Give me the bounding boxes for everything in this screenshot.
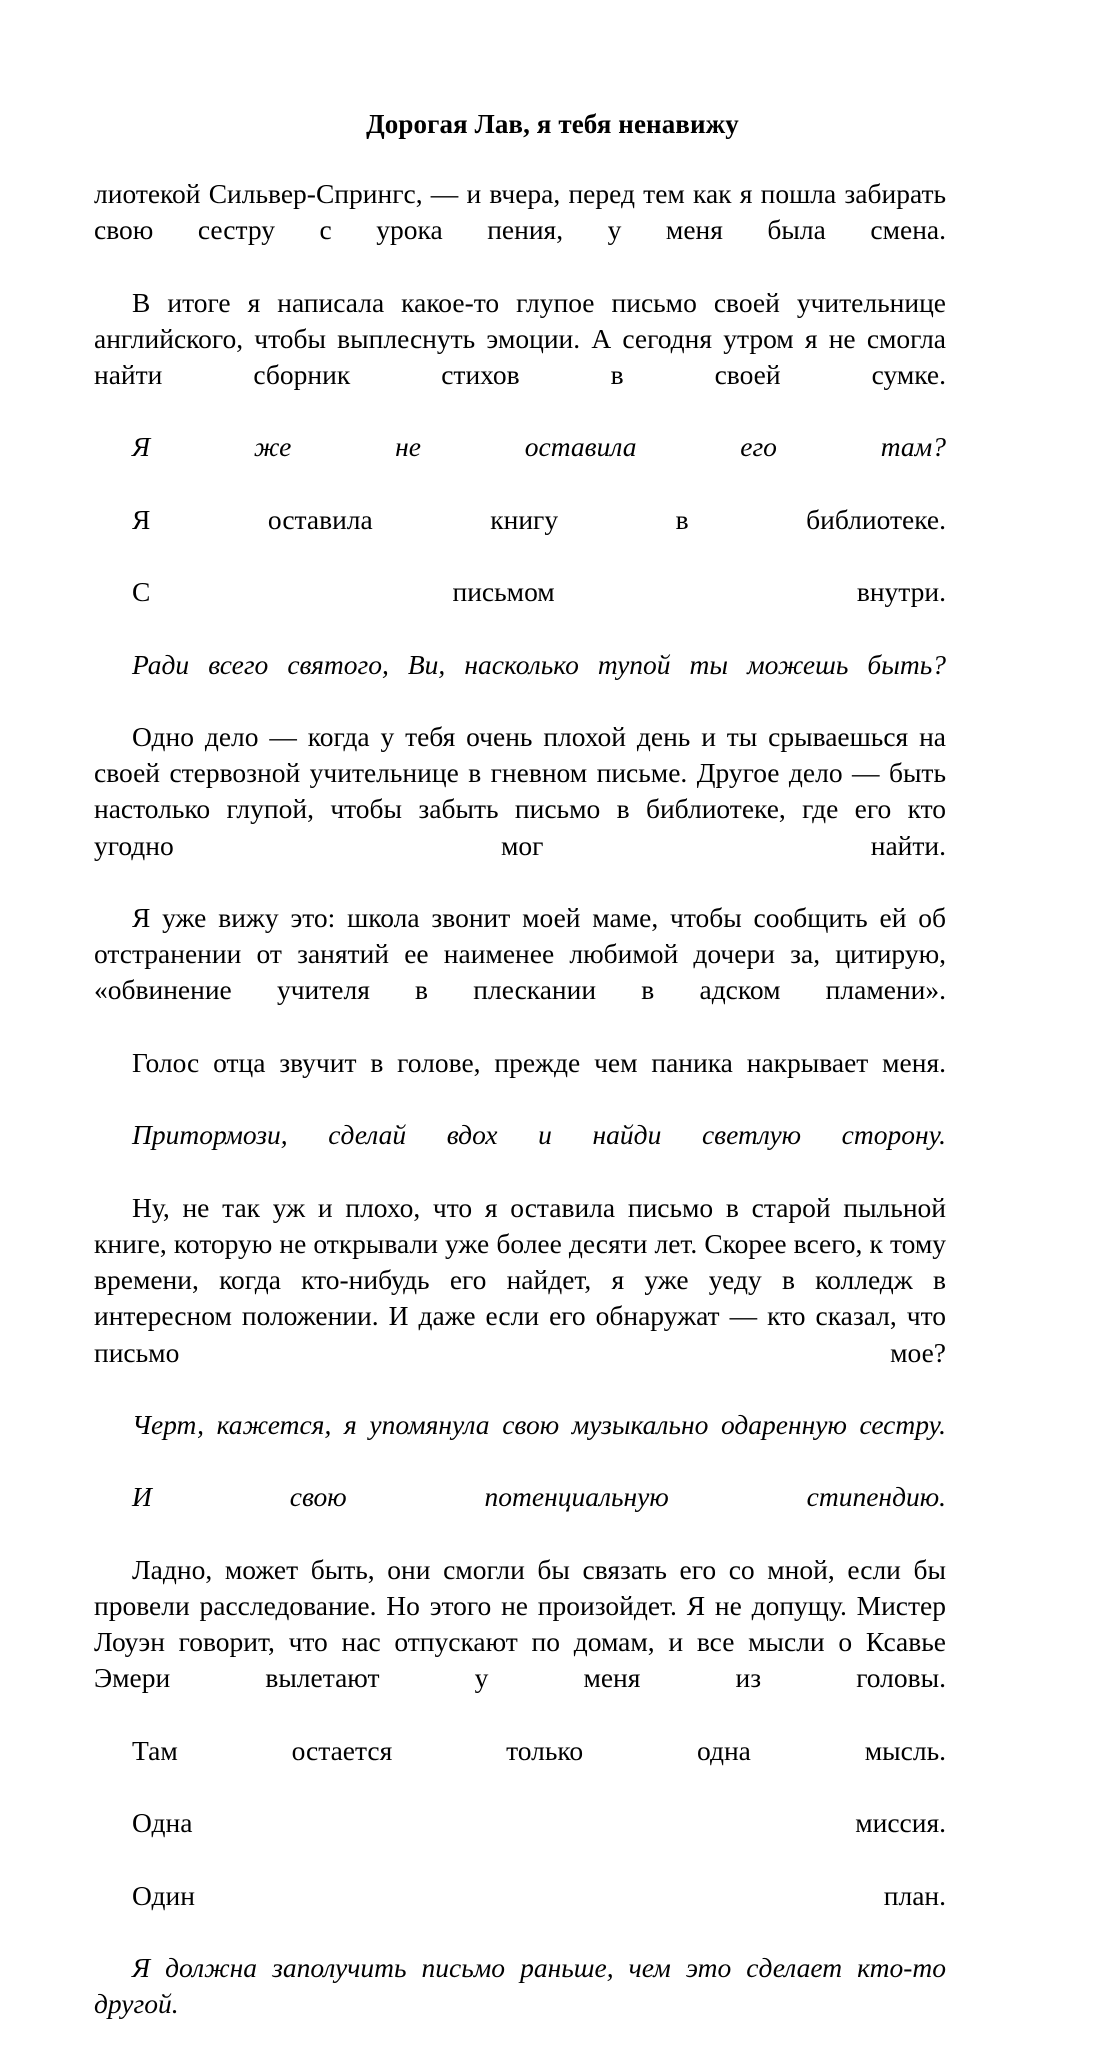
body-paragraph: В итоге я написала какое-то глупое письмо своей учительнице английского, чтобы выплеснуть эмоции. А сегодня утром я не смогла найти сборник стихов в своей сумке. xyxy=(94,286,946,391)
body-paragraph: Я же не оставила его там? xyxy=(132,431,946,463)
body-paragraph: Там остается только одна мысль. xyxy=(132,1734,946,1766)
body-paragraph: Одна миссия. xyxy=(132,1807,946,1839)
body-paragraph: С письмом внутри. xyxy=(132,576,946,608)
body-paragraph: Один план. xyxy=(132,1879,946,1911)
body-paragraph: Ну, не так уж и плохо, что я оставила письмо в старой пыльной книге, которую не открывали уже более десяти лет. Скорее всего, к тому времени, когда кто-нибудь его найдет, я уже уеду в колледж в интересном положении. И даже если его обнаружат — кто сказал, что письмо мое? xyxy=(94,1191,946,1368)
body-paragraph: Одно дело — когда у тебя очень плохой день и ты срываешься на своей стервозной учительнице в гневном письме. Другое дело — быть настолько глупой, чтобы забыть письмо в библиотеке, где его кто угодно мог найти. xyxy=(94,721,946,861)
body-paragraph: лиотекой Сильвер-Спрингс, — и вчера, перед тем как я пошла забирать свою сестру с урока пения, у меня была смена. xyxy=(94,178,946,246)
body-paragraph: Я оставила книгу в библиотеке. xyxy=(132,503,946,535)
body-paragraph: Притормози, сделай вдох и найди светлую сторону. xyxy=(132,1119,946,1151)
body-paragraph: Я должна заполучить письмо раньше, чем это сделает кто-то другой. xyxy=(94,1951,946,2020)
body-paragraph: Голос отца звучит в голове, прежде чем паника накрывает меня. xyxy=(132,1046,946,1078)
body-paragraph: Черт, кажется, я упомянула свою музыкально одаренную сестру. xyxy=(132,1408,946,1440)
running-head-title: Дорогая Лав, я тебя ненавижу xyxy=(366,109,739,139)
body-paragraph: И свою потенциальную стипендию. xyxy=(132,1481,946,1513)
body-paragraph: Я уже вижу это: школа звонит моей маме, чтобы сообщить ей об отстранении от занятий ее наименее любимой дочери за, цитирую, «обвинение учителя в плескании в адском пламени». xyxy=(94,902,946,1006)
body-paragraph: Ради всего святого, Ви, насколько тупой ты можешь быть? xyxy=(132,648,946,680)
body-text-block xyxy=(94,176,946,2059)
body-paragraph: Ладно, может быть, они смогли бы связать его со мной, если бы провели расследование. Но этого не произойдет. Я не допущу. Мистер Лоуэн говорит, что нас отпускают по домам, и все мысли о Ксавье Эмери вылетают у меня из головы. xyxy=(94,1553,946,1694)
